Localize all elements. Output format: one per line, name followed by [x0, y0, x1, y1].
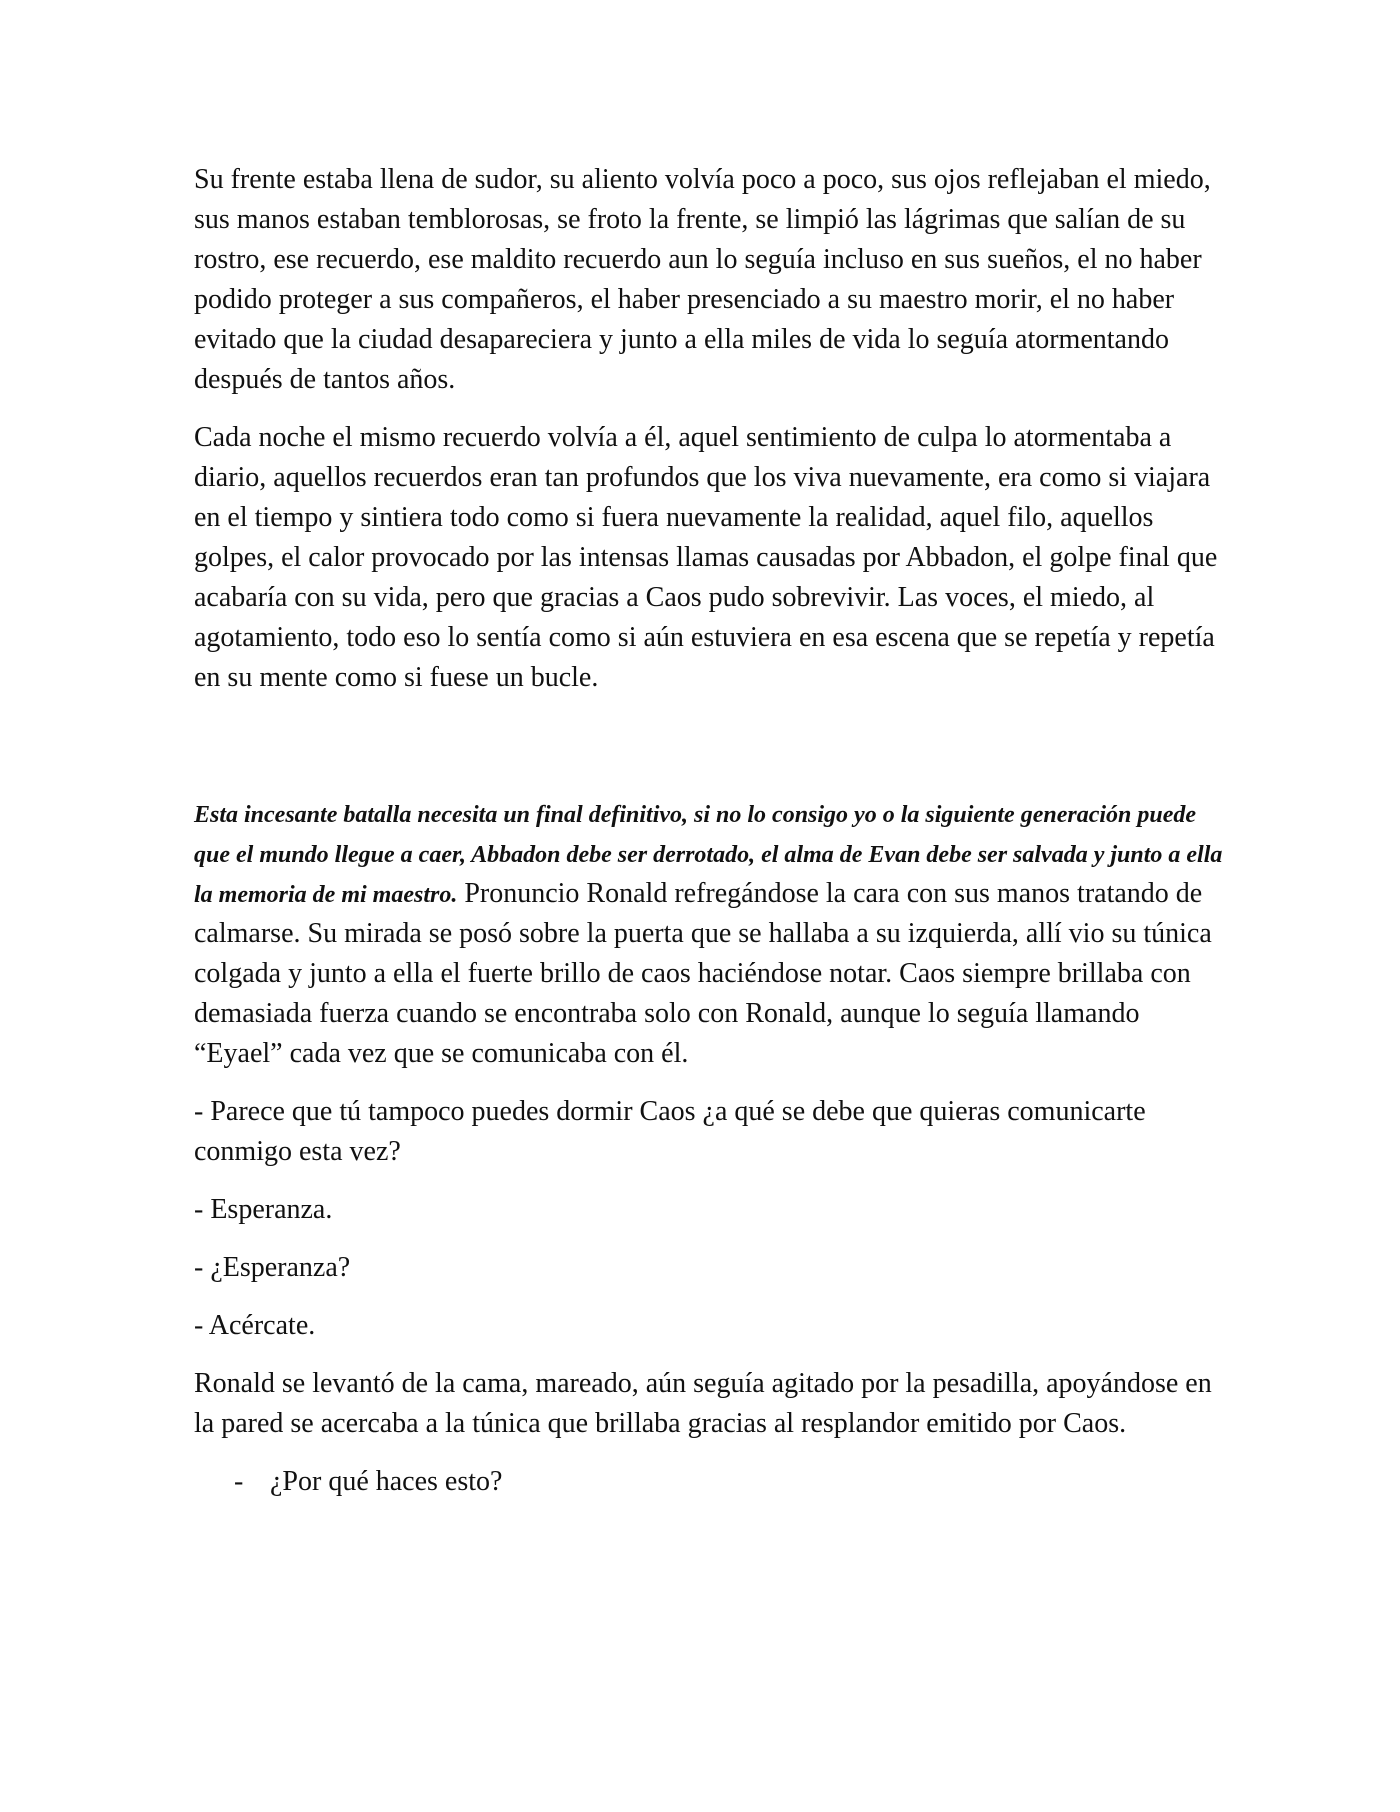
document-page: [194, 160, 1224, 1502]
paragraph-thought-rest: Pronuncio Ronald refregándose la cara con sus manos tratando de calmarse. Su mirada se posó sobre la puerta que se hallaba a su izquierda, allí vio su túnica colgada y junto a ella el fuerte brillo de caos haciéndose notar. Caos siempre brillaba con demasiada fuerza cuando se encontraba solo con Ronald, aunque lo seguía llamando “Eyael” cada vez que se comunicaba con él.: [194, 878, 1212, 1069]
dialog-line: - Parece que tú tampoco puedes dormir Caos ¿a qué se debe que quieras comunicarte conmigo esta vez?: [194, 1096, 1146, 1167]
dialog-line: - Acércate.: [194, 1310, 316, 1341]
italic-thought: Esta incesante batalla necesita un final definitivo, si no lo consigo yo o la siguiente generación puede que el mundo llegue a caer, Abbadon debe ser derrotado, el alma de Evan debe ser salvada y junto a ella la memoria de mi maestro.: [194, 802, 1223, 908]
bullet-text: ¿Por qué haces esto?: [270, 1466, 503, 1497]
bullet-dash: -: [234, 1466, 244, 1497]
dialog-line: - ¿Esperanza?: [194, 1252, 351, 1283]
paragraph-thought: [194, 794, 1224, 1074]
paragraph-ronald-rises: Ronald se levantó de la cama, mareado, aún seguía agitado por la pesadilla, apoyándose en la pared se acercaba a la túnica que brillaba gracias al resplandor emitido por Caos.: [194, 1368, 1212, 1439]
section-gap: [194, 716, 1224, 794]
paragraph-memory: Cada noche el mismo recuerdo volvía a él, aquel sentimiento de culpa lo atormentaba a diario, aquellos recuerdos eran tan profundos que los viva nuevamente, era como si viajara en el tiempo y sintiera todo como si fuera nuevamente la realidad, aquel filo, aquellos golpes, el calor provocado por las intensas llamas causadas por Abbadon, el golpe final que acabaría con su vida, pero que gracias a Caos pudo sobrevivir. Las voces, el miedo, al agotamiento, todo eso lo sentía como si aún estuviera en esa escena que se repetía y repetía en su mente como si fuese un bucle.: [194, 422, 1218, 693]
dialog-line: - Esperanza.: [194, 1194, 333, 1225]
bullet-dialog: [194, 1462, 1224, 1502]
paragraph-nightmare: Su frente estaba llena de sudor, su aliento volvía poco a poco, sus ojos reflejaban el miedo, sus manos estaban temblorosas, se froto la frente, se limpió las lágrimas que salían de su rostro, ese recuerdo, ese maldito recuerdo aun lo seguía incluso en sus sueños, el no haber podido proteger a sus compañeros, el haber presenciado a su maestro morir, el no haber evitado que la ciudad desapareciera y junto a ella miles de vida lo seguía atormentando después de tantos años.: [194, 164, 1211, 395]
